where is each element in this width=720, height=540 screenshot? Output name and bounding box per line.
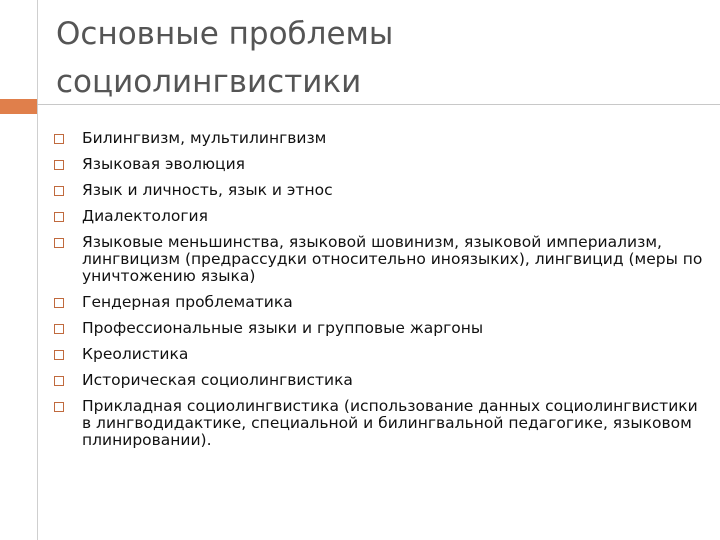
accent-block xyxy=(0,99,37,114)
slide-title-line-1: Основные проблемы xyxy=(56,16,394,52)
list-item-text: Профессиональные языки и групповые жаргоны xyxy=(82,319,484,337)
list-item xyxy=(54,182,704,199)
list-item xyxy=(54,398,704,449)
square-outline-icon xyxy=(54,134,64,144)
list-item xyxy=(54,294,704,311)
slide-title xyxy=(56,10,696,106)
list-item-text: Прикладная социолингвистика (использование данных социолингвистики в лингводидактике, специальной и билингвальной педагогике, языковом плинировании). xyxy=(82,397,698,449)
list-item xyxy=(54,320,704,337)
list-item xyxy=(54,208,704,225)
bullet-list xyxy=(54,130,704,458)
list-item-text: Гендерная проблематика xyxy=(82,293,293,311)
list-item xyxy=(54,372,704,389)
list-item-text: Креолистика xyxy=(82,345,189,363)
list-item xyxy=(54,234,704,285)
square-outline-icon xyxy=(54,376,64,386)
square-outline-icon xyxy=(54,160,64,170)
square-outline-icon xyxy=(54,186,64,196)
list-item xyxy=(54,346,704,363)
list-item-text: Билингвизм, мультилингвизм xyxy=(82,129,327,147)
square-outline-icon xyxy=(54,238,64,248)
list-item-text: Язык и личность, язык и этнос xyxy=(82,181,333,199)
left-vertical-rule xyxy=(37,0,38,540)
slide-title-line-2: социолингвистики xyxy=(56,64,362,100)
list-item xyxy=(54,156,704,173)
title-divider xyxy=(37,104,720,105)
square-outline-icon xyxy=(54,402,64,412)
list-item-text: Диалектология xyxy=(82,207,208,225)
list-item xyxy=(54,130,704,147)
square-outline-icon xyxy=(54,212,64,222)
square-outline-icon xyxy=(54,350,64,360)
list-item-text: Языковые меньшинства, языковой шовинизм, языковой империализм, лингвицизм (предрассудки относительно иноязыких), лингвицид (меры по уничтожению языка) xyxy=(82,233,703,285)
list-item-text: Историческая социолингвистика xyxy=(82,371,353,389)
list-item-text: Языковая эволюция xyxy=(82,155,246,173)
square-outline-icon xyxy=(54,324,64,334)
square-outline-icon xyxy=(54,298,64,308)
